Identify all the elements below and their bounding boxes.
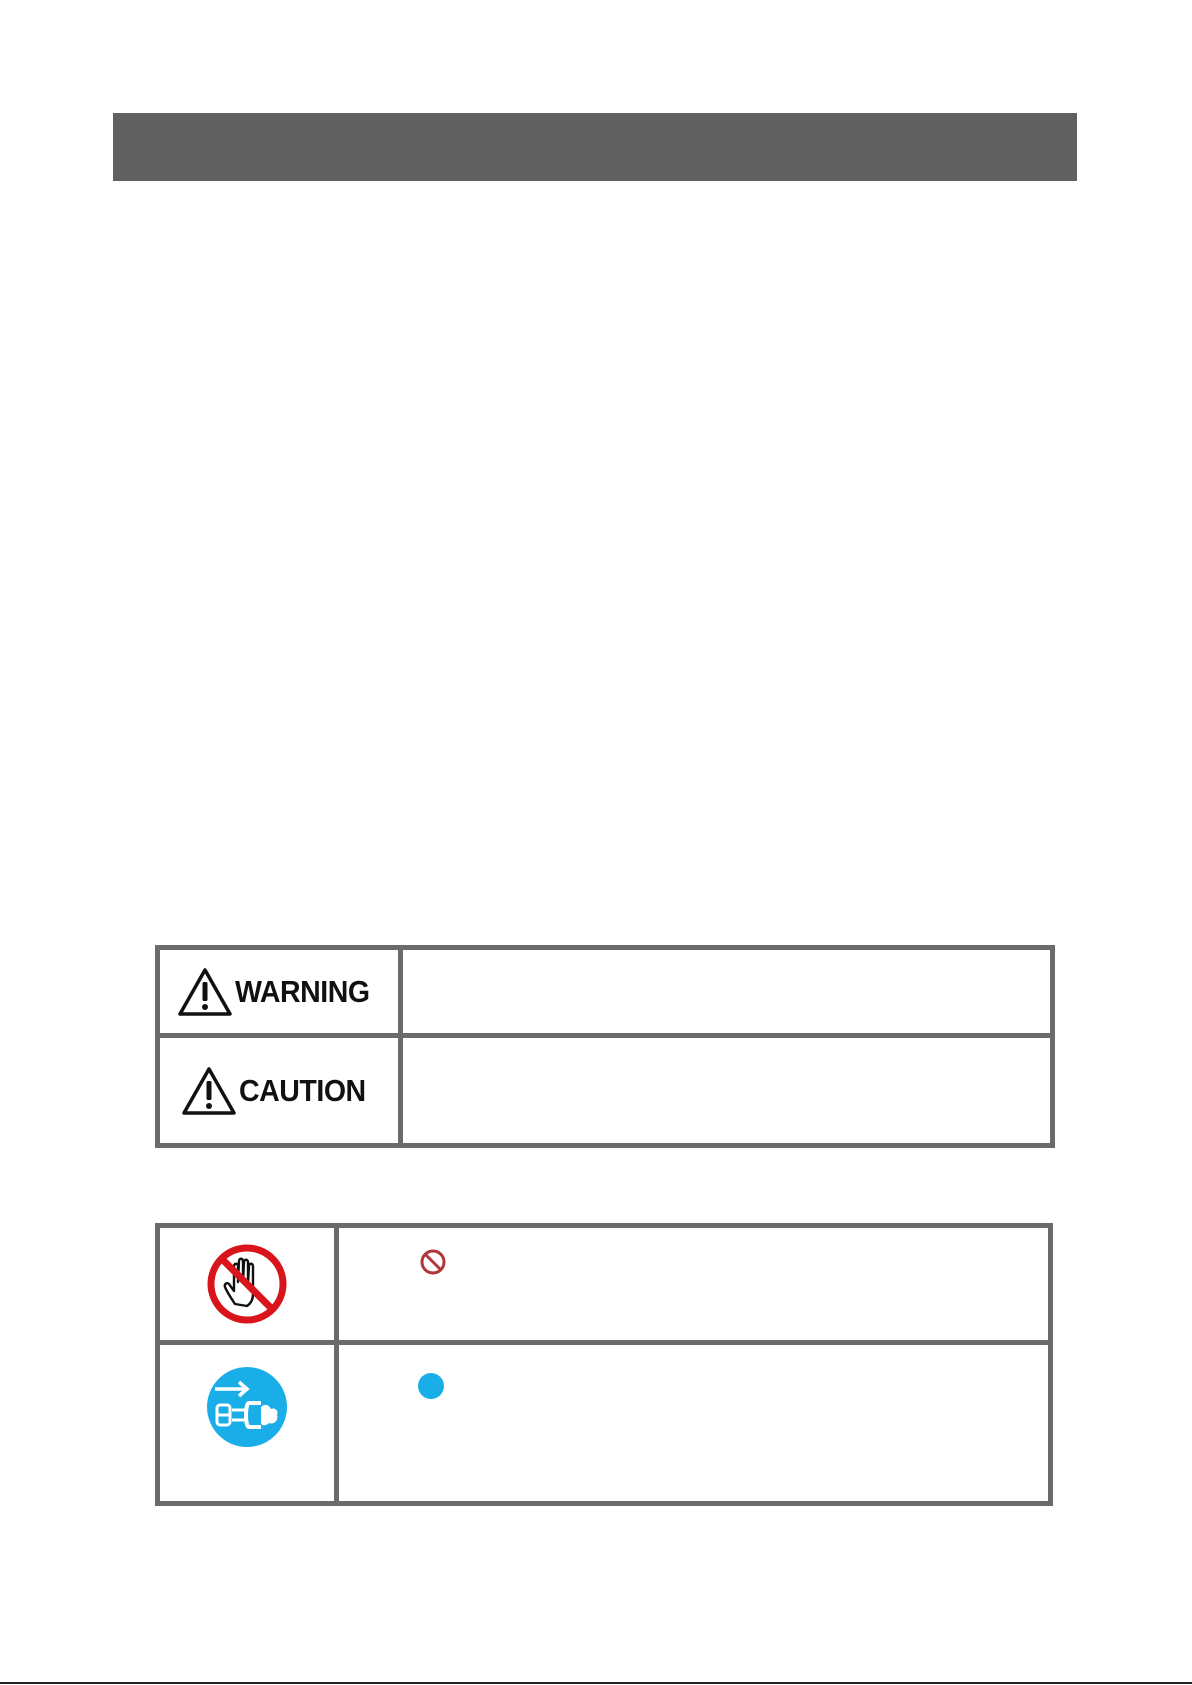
no-touch-hand-icon xyxy=(205,1242,289,1326)
symbol-table xyxy=(155,1223,1053,1506)
caution-row xyxy=(158,1036,1053,1146)
unplug-power-icon xyxy=(205,1365,289,1449)
warning-triangle-icon xyxy=(181,1066,237,1116)
prohibition-circle-icon xyxy=(419,1248,447,1276)
mandatory-row xyxy=(158,1343,1051,1504)
warning-row xyxy=(158,948,1053,1036)
section-header-bar xyxy=(113,113,1077,181)
prohibition-row xyxy=(158,1226,1051,1343)
caution-description xyxy=(401,1036,1053,1146)
caution-label xyxy=(160,1066,398,1116)
caution-text: CAUTION xyxy=(239,1072,366,1108)
page-bottom-rule xyxy=(0,1682,1192,1684)
warning-triangle-icon xyxy=(177,967,233,1017)
warning-label xyxy=(160,967,398,1017)
signal-word-table xyxy=(155,945,1055,1148)
warning-text: WARNING xyxy=(234,973,370,1009)
mandatory-dot-icon xyxy=(417,1372,445,1400)
prohibition-description xyxy=(337,1226,1051,1343)
warning-description xyxy=(401,948,1053,1036)
mandatory-description xyxy=(337,1343,1051,1504)
